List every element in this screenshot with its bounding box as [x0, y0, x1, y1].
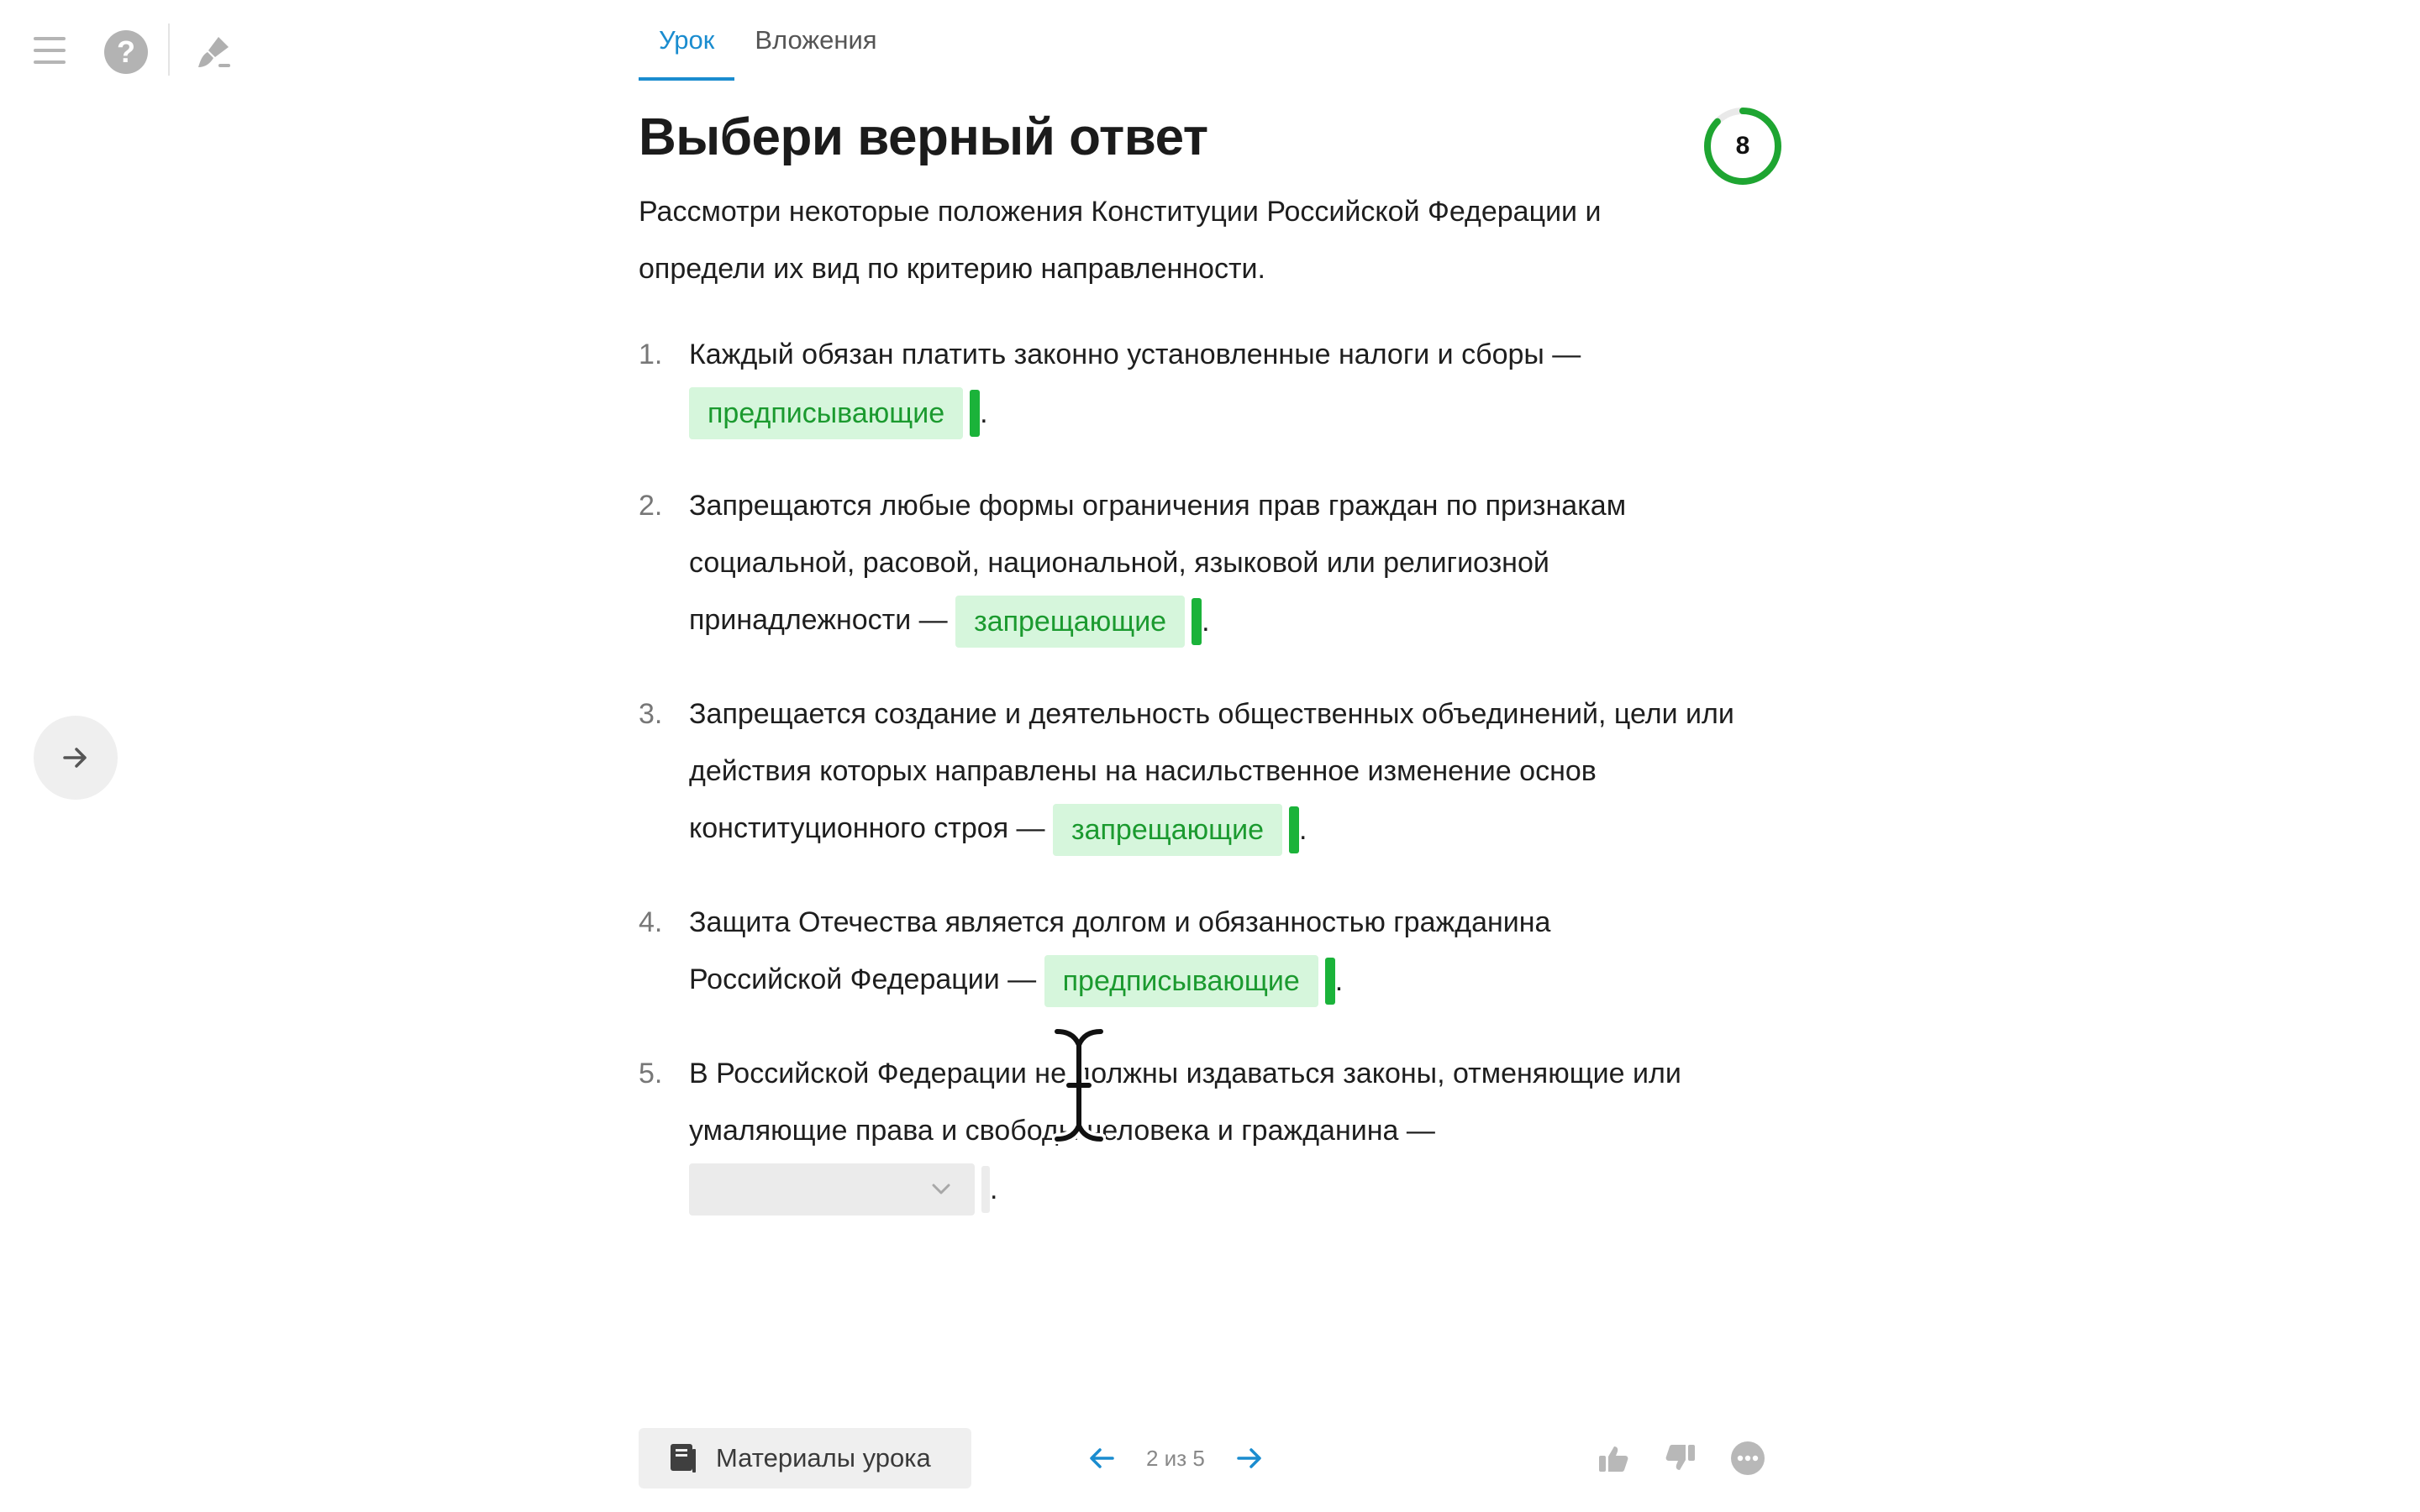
score-counter — [1702, 106, 1783, 186]
lesson-materials-label: Материалы урока — [716, 1443, 931, 1473]
question-text: Каждый обязан платить законно установленные налоги и сборы — — [689, 339, 1581, 370]
correct-indicator — [1325, 958, 1335, 1005]
like-button[interactable] — [1590, 1435, 1637, 1482]
more-icon — [1730, 1441, 1765, 1476]
dislike-button[interactable] — [1657, 1435, 1704, 1482]
arrow-left-icon — [1089, 1445, 1116, 1472]
next-page-button[interactable] — [1230, 1440, 1267, 1477]
question-5 — [639, 1045, 1781, 1218]
sentence-period: . — [1334, 965, 1344, 998]
arrow-right-icon — [1235, 1445, 1262, 1472]
question-text: Запрещается создание и деятельность общественных объединений, цели или действия которых направлены на насильственное изменение основ конституционного строя — — [689, 698, 1734, 844]
question-number: 5. — [639, 1058, 663, 1089]
toolbar-divider — [168, 24, 170, 76]
pagination — [1084, 1428, 1267, 1488]
task-intro: Рассмотри некоторые положения Конституции Российской Федерации и определи их вид по критерию направленности. — [639, 196, 1602, 285]
question-number: 4. — [639, 906, 663, 938]
sentence-period: . — [1202, 606, 1210, 638]
thumbs-up-icon — [1597, 1441, 1630, 1475]
question-3 — [639, 685, 1781, 858]
correct-indicator — [1192, 598, 1202, 645]
question-text: Запрещаются любые формы ограничения прав граждан по признакам социальной, расовой, национальной, языковой или религиозной принадлежности — — [689, 490, 1627, 636]
question-text: Защита Отечества является долгом и обязанностью гражданина Российской Федерации — — [689, 906, 1551, 995]
sentence-period: . — [980, 397, 988, 430]
answer-select[interactable] — [689, 1163, 975, 1215]
thumbs-down-icon — [1664, 1441, 1697, 1475]
help-icon[interactable]: ? — [104, 30, 148, 74]
question-2 — [639, 477, 1781, 650]
page-indicator: 2 из 5 — [1146, 1445, 1205, 1471]
question-number: 1. — [639, 339, 663, 370]
comment-button[interactable] — [1724, 1435, 1771, 1482]
question-number: 3. — [639, 698, 663, 730]
lesson-materials-button[interactable] — [639, 1428, 971, 1488]
answer-select[interactable]: предписывающие — [1044, 955, 1318, 1007]
arrow-right-icon — [61, 743, 90, 772]
brush-icon[interactable] — [190, 29, 237, 76]
answer-select[interactable]: предписывающие — [689, 387, 963, 439]
question-1 — [639, 326, 1781, 442]
lesson-tabs — [639, 0, 897, 81]
prev-page-button[interactable] — [1084, 1440, 1121, 1477]
pending-indicator — [981, 1166, 990, 1213]
chevron-down-icon — [931, 1182, 951, 1197]
tab-attachments[interactable]: Вложения — [755, 25, 877, 55]
question-text: В Российской Федерации не должны издаваться законы, отменяющие или умаляющие права и свободы человека и гражданина — — [689, 1058, 1681, 1147]
menu-icon[interactable] — [30, 37, 71, 66]
book-icon — [669, 1442, 697, 1474]
task-title: Выбери верный ответ — [639, 108, 1208, 166]
correct-indicator — [1289, 806, 1299, 853]
sentence-period: . — [1299, 814, 1307, 847]
score-value: 8 — [1735, 132, 1750, 160]
tab-lesson[interactable]: Урок — [639, 0, 734, 81]
question-4 — [639, 894, 1781, 1010]
next-lesson-button[interactable] — [34, 716, 118, 800]
correct-indicator — [970, 390, 980, 437]
question-number: 2. — [639, 490, 663, 522]
sentence-period: . — [990, 1173, 998, 1206]
answer-select[interactable]: запрещающие — [955, 596, 1185, 648]
answer-select[interactable]: запрещающие — [1053, 804, 1282, 856]
text-cursor-icon — [1052, 1026, 1106, 1144]
